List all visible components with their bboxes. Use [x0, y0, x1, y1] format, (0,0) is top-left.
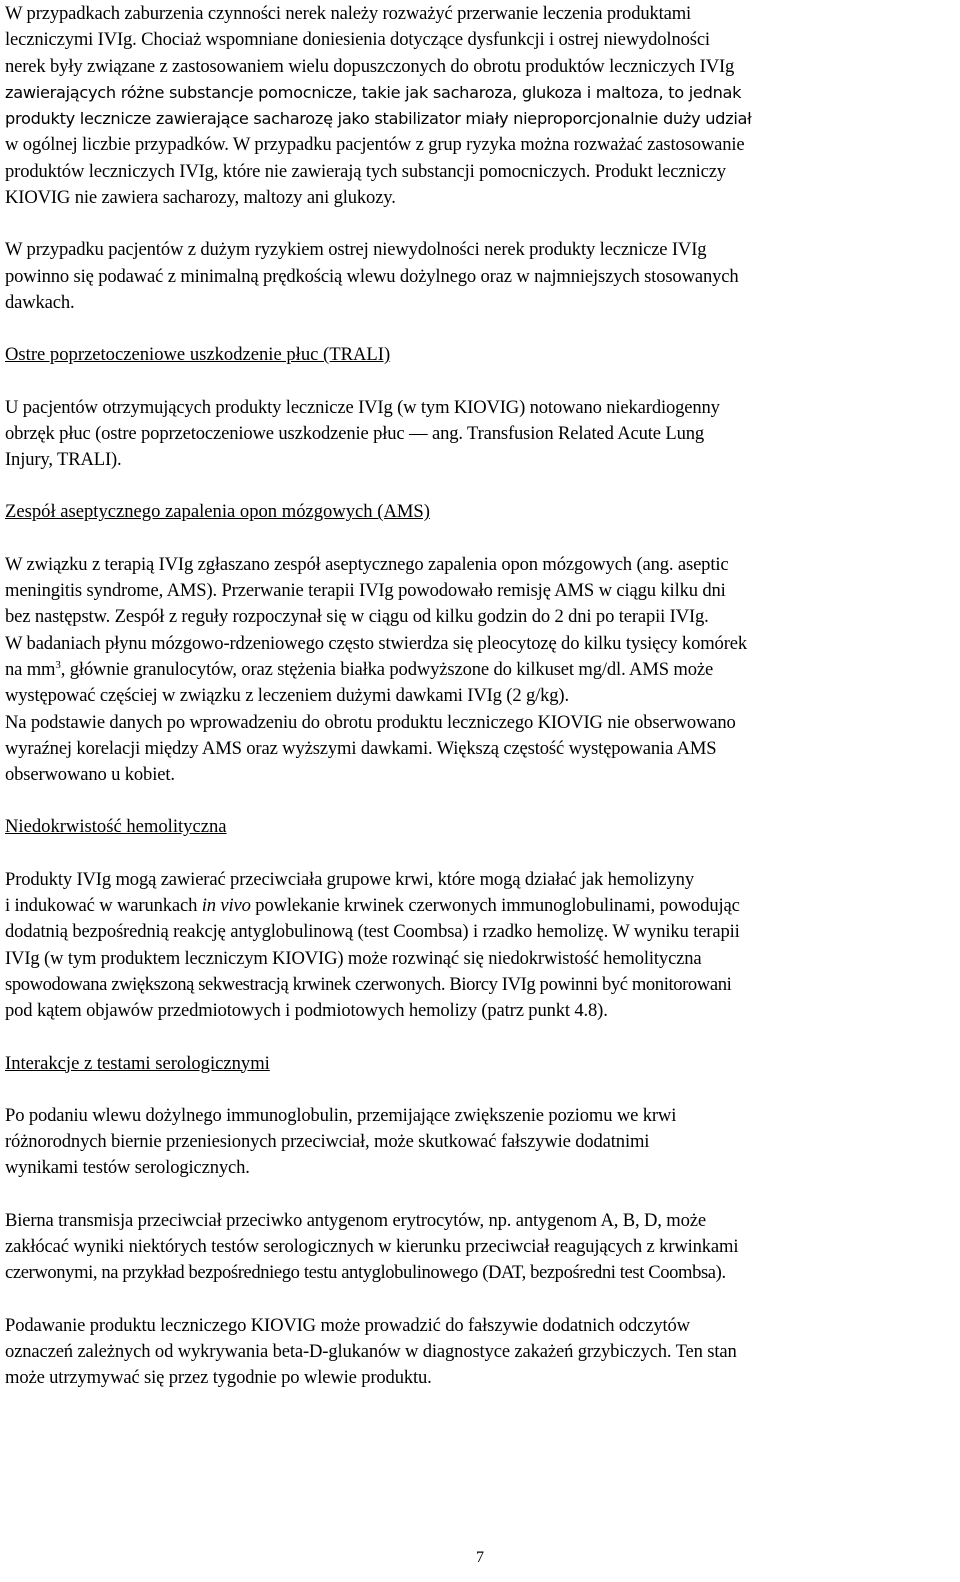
text-line: spowodowana zwiększoną sekwestracją krwinek czerwonych. Biorcy IVIg powinni być monitorowani [5, 973, 732, 995]
text-line: leczniczymi IVIg. Chociaż wspomniane doniesienia dotyczące dysfunkcji i ostrej niewydolności [5, 29, 710, 51]
text-line [5, 657, 953, 683]
text-line [5, 132, 953, 158]
document-page [5, 1, 953, 1391]
spacer [5, 1182, 953, 1208]
text-line: nerek były związane z zastosowaniem wielu dopuszczonych do obrotu produktów leczniczych IVIg [5, 55, 735, 77]
page-number: 7 [476, 1549, 484, 1566]
trali-paragraph [5, 395, 953, 474]
serology-paragraph-2 [5, 1208, 953, 1287]
text-line: dawkach. [5, 291, 75, 313]
superscript: 3 [55, 658, 61, 671]
text-line: Bierna transmisja przeciwciał przeciwko antygenom erytrocytów, np. antygenom A, B, D, może [5, 1209, 706, 1231]
text-line: pod kątem objawów przedmiotowych i podmiotowych hemolizy (patrz punkt 4.8). [5, 1000, 608, 1022]
text-line: dodatnią bezpośrednią reakcję antyglobulinową (test Coombsa) i rzadko hemolizę. W wyniku terapii [5, 921, 740, 943]
text-line: zakłócać wyniki niektórych testów serologicznych w kierunku przeciwciał reagujących z krwinkami [5, 1235, 739, 1257]
ams-heading: Zespół aseptycznego zapalenia opon mózgowych (AMS) [5, 501, 430, 523]
text-fragment: w ogólnej liczbie przypadków. W przypadku pacjentów z grup ryzyka można rozważać zastosowanie [5, 134, 745, 156]
text-line: IVIg (w tym produktem leczniczym KIOVIG) może rozwinąć się niedokrwistość hemolityczna [5, 947, 702, 969]
ams-paragraph [5, 552, 953, 789]
text-line: występować częściej w związku z leczeniem dużymi dawkami IVIg (2 g/kg). [5, 685, 569, 707]
text-line: różnorodnych biernie przeniesionych przeciwciał, może skutkować fałszywie dodatnimi [5, 1131, 650, 1153]
spacer [5, 316, 953, 342]
text-line: wyraźnej korelacji między AMS oraz wyższymi dawkami. Większą częstość występowania AMS [5, 737, 717, 759]
text-line: oznaczeń zależnych od wykrywania beta-D-glukanów w diagnostyce zakażeń grzybiczych. Ten stan [5, 1340, 737, 1362]
text-line: zawierających różne substancje pomocnicze, takie jak sacharoza, glukoza i maltoza, to jednak [5, 82, 742, 102]
text-line: Produkty IVIg mogą zawierać przeciwciała grupowe krwi, które mogą działać jak hemolizyny [5, 868, 694, 890]
spacer [5, 473, 953, 499]
text-line: KIOVIG nie zawiera sacharozy, maltozy ani glukozy. [5, 187, 396, 209]
text-line: produkty lecznicze zawierające sacharozę jako stabilizator miały nieproporcjonalnie duży udział [5, 109, 752, 129]
text-line: obrzęk płuc (ostre poprzetoczeniowe uszkodzenie płuc — ang. Transfusion Related Acute Lung [5, 422, 705, 444]
text-line [5, 893, 953, 919]
text-line: W przypadkach zaburzenia czynności nerek należy rozważyć przerwanie leczenia produktami [5, 3, 692, 24]
spacer [5, 1025, 953, 1051]
hemolysis-heading: Niedokrwistość hemolityczna [5, 816, 227, 838]
renal-paragraph [5, 1, 953, 211]
text-line: Na podstawie danych po wprowadzeniu do obrotu produktu leczniczego KIOVIG nie obserwowano [5, 711, 736, 733]
text-line: obserwowano u kobiet. [5, 764, 175, 786]
text-fragment: i indukować w warunkach [5, 895, 202, 917]
spacer [5, 369, 953, 395]
serology-paragraph-1 [5, 1103, 953, 1182]
text-line: czerwonymi, na przykład bezpośredniego testu antyglobulinowego (DAT, bezpośredni test Coombsa). [5, 1262, 726, 1284]
text-line: produktów leczniczych IVIg, które nie zawierają tych substancji pomocniczych. Produkt leczniczy [5, 160, 726, 182]
text-fragment: na mm [5, 658, 56, 680]
text-line: U pacjentów otrzymujących produkty lecznicze IVIg (w tym KIOVIG) notowano niekardiogenny [5, 396, 720, 418]
spacer [5, 841, 953, 867]
spacer [5, 1287, 953, 1313]
spacer [5, 1077, 953, 1103]
text-line: może utrzymywać się przez tygodnie po wlewie produktu. [5, 1367, 432, 1389]
text-line: W badaniach płynu mózgowo-rdzeniowego często stwierdza się pleocytozę do kilku tysięcy komórek [5, 632, 747, 654]
hemolysis-paragraph [5, 867, 953, 1025]
text-line: W przypadku pacjentów z dużym ryzykiem ostrej niewydolności nerek produkty lecznicze IVIg [5, 239, 707, 261]
serology-heading: Interakcje z testami serologicznymi [5, 1052, 270, 1074]
text-line: Po podaniu wlewu dożylnego immunoglobulin, przemijające zwiększenie poziomu we krwi [5, 1104, 677, 1126]
text-fragment: , głównie granulocytów, oraz stężenia białka podwyższone do kilkuset mg/dl. AMS może [60, 658, 714, 680]
text-line: wynikami testów serologicznych. [5, 1157, 250, 1179]
text-line: bez następstw. Zespół z reguły rozpoczynał się w ciągu od kilku godzin do 2 dni po terapii IVIg. [5, 606, 709, 628]
text-fragment: powlekanie krwinek czerwonych immunoglobulinami, powodując [250, 895, 740, 917]
high-risk-paragraph [5, 237, 953, 316]
italic-term: in vivo [201, 895, 251, 917]
text-line: Injury, TRALI). [5, 449, 122, 471]
trali-heading: Ostre poprzetoczeniowe uszkodzenie płuc (TRALI) [5, 344, 391, 366]
spacer [5, 211, 953, 237]
spacer [5, 788, 953, 814]
text-line: Podawanie produktu leczniczego KIOVIG może prowadzić do fałszywie dodatnich odczytów [5, 1314, 690, 1336]
text-line: W związku z terapią IVIg zgłaszano zespół aseptycznego zapalenia opon mózgowych (ang. aseptic [5, 553, 729, 575]
text-line: meningitis syndrome, AMS). Przerwanie terapii IVIg powodowało remisję AMS w ciągu kilku dni [5, 580, 726, 602]
serology-paragraph-3 [5, 1313, 953, 1392]
text-line: powinno się podawać z minimalną prędkością wlewu dożylnego oraz w najmniejszych stosowanych [5, 265, 739, 287]
spacer [5, 526, 953, 552]
